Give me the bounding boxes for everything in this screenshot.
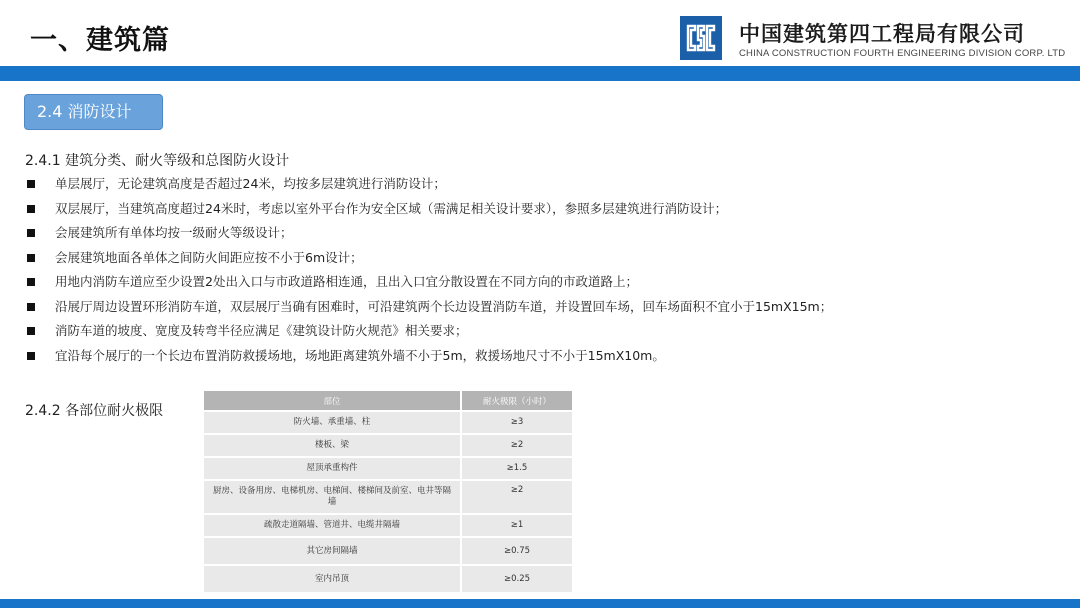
square-bullet-icon (27, 352, 35, 360)
table-row (204, 479, 572, 513)
table-header-row (204, 391, 572, 410)
company-name: 中国建筑第四工程局有限公司 (739, 22, 1025, 46)
list-item: 单层展厅，无论建筑高度是否超过24米，均按多层建筑进行消防设计； (27, 172, 867, 197)
table-cell: ≥3 (462, 410, 572, 433)
subsection-heading-2: 2.4.2 各部位耐火极限 (25, 403, 164, 419)
list-item: 宜沿每个展厅的一个长边布置消防救援场地，场地距离建筑外墙不小于5m，救援场地尺寸不小于15mX10m。 (27, 344, 867, 369)
table-cell: 防火墙、承重墙、柱 (204, 410, 462, 433)
list-item: 沿展厅周边设置环形消防车道，双层展厅当确有困难时，可沿建筑两个长边设置消防车道，并设置回车场，回车场面积不宜小于15mX15m； (27, 295, 837, 320)
header-band (0, 66, 1080, 81)
list-item: 消防车道的坡度、宽度及转弯半径应满足《建筑设计防火规范》相关要求； (27, 319, 867, 344)
list-item: 会展建筑所有单体均按一级耐火等级设计； (27, 221, 867, 246)
table-cell: ≥2 (462, 433, 572, 456)
square-bullet-icon (27, 229, 35, 237)
company-name-en: CHINA CONSTRUCTION FOURTH ENGINEERING DIVISION CORP. LTD (739, 48, 1066, 59)
section-tag: 2.4 消防设计 (24, 94, 163, 130)
table-row (204, 410, 572, 433)
table-row (204, 433, 572, 456)
bullet-list (27, 172, 867, 368)
table-cell: 其它房间隔墙 (204, 536, 462, 564)
table-cell: ≥1 (462, 513, 572, 536)
table-row (204, 564, 572, 592)
table-cell: 疏散走道隔墙、管道井、电缆井隔墙 (204, 513, 462, 536)
list-item: 双层展厅，当建筑高度超过24米时，考虑以室外平台作为安全区域（需满足相关设计要求），参照多层建筑进行消防设计； (27, 197, 867, 222)
column-header-part: 部位 (204, 391, 462, 410)
list-item: 会展建筑地面各单体之间防火间距应按不小于6m设计； (27, 246, 867, 271)
column-header-rating: 耐火极限（小时） (462, 391, 572, 410)
footer-band (0, 599, 1080, 608)
table-cell: ≥2 (462, 479, 572, 513)
list-item: 用地内消防车道应至少设置2处出入口与市政道路相连通，且出入口宜分散设置在不同方向的市政道路上； (27, 270, 867, 295)
table-cell: 厨房、设备用房、电梯机房、电梯间、楼梯间及前室、电井等隔墙 (204, 479, 462, 513)
table-cell: 屋顶承重构件 (204, 456, 462, 479)
table-cell: ≥0.25 (462, 564, 572, 592)
table-cell: 楼板、梁 (204, 433, 462, 456)
table-cell: ≥0.75 (462, 536, 572, 564)
square-bullet-icon (27, 254, 35, 262)
page-title: 一、建筑篇 (30, 25, 170, 56)
table-cell: ≥1.5 (462, 456, 572, 479)
square-bullet-icon (27, 205, 35, 213)
subsection-heading-1: 2.4.1 建筑分类、耐火等级和总图防火设计 (25, 153, 290, 169)
square-bullet-icon (27, 327, 35, 335)
square-bullet-icon (27, 278, 35, 286)
fire-resistance-table (204, 391, 572, 592)
table-row (204, 456, 572, 479)
square-bullet-icon (27, 303, 35, 311)
table-cell: 室内吊顶 (204, 564, 462, 592)
square-bullet-icon (27, 180, 35, 188)
table-row (204, 536, 572, 564)
table-row (204, 513, 572, 536)
cscec-logo-icon (680, 16, 722, 60)
